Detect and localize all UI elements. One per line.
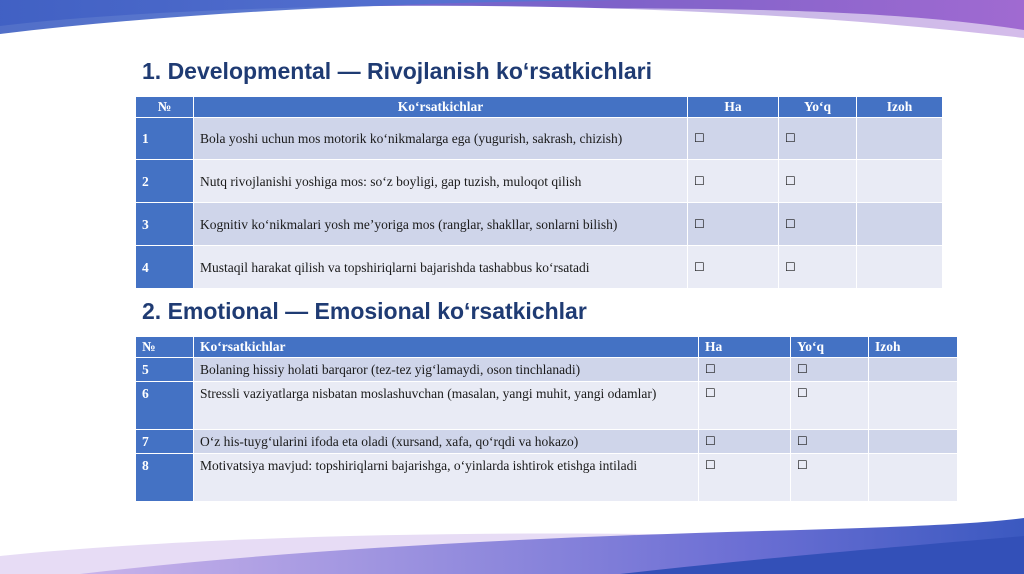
yes-checkbox[interactable]: ☐ [699, 382, 791, 430]
note-cell[interactable] [857, 160, 943, 203]
no-checkbox[interactable]: ☐ [779, 203, 857, 246]
note-cell[interactable] [857, 118, 943, 160]
yes-checkbox[interactable]: ☐ [688, 246, 779, 289]
table-header-row [136, 337, 958, 358]
no-checkbox[interactable]: ☐ [791, 430, 869, 454]
header-indicator: Ko‘rsatkichlar [194, 337, 699, 358]
header-yes: Ha [688, 97, 779, 118]
row-number: 7 [136, 430, 194, 454]
indicator-text: Nutq rivojlanishi yoshiga mos: so‘z boyligi, gap tuzish, muloqot qilish [194, 160, 688, 203]
table-row [136, 246, 943, 289]
header-note: Izoh [857, 97, 943, 118]
indicator-text: O‘z his-tuyg‘ularini ifoda eta oladi (xursand, xafa, qo‘rqdi va hokazo) [194, 430, 699, 454]
indicator-text: Stressli vaziyatlarga nisbatan moslashuvchan (masalan, yangi muhit, yangi odamlar) [194, 382, 699, 430]
row-number: 5 [136, 358, 194, 382]
section2-title: 2. Emotional — Emosional ko‘rsatkichlar [142, 298, 587, 324]
header-num: № [136, 97, 194, 118]
indicator-text: Motivatsiya mavjud: topshiriqlarni bajarishga, o‘yinlarda ishtirok etishga intiladi [194, 454, 699, 502]
row-number: 3 [136, 203, 194, 246]
table-header-row [136, 97, 943, 118]
note-cell[interactable] [869, 358, 958, 382]
row-number: 2 [136, 160, 194, 203]
table-row [136, 430, 958, 454]
indicator-text: Bola yoshi uchun mos motorik ko‘nikmalarga ega (yugurish, sakrash, chizish) [194, 118, 688, 160]
note-cell[interactable] [869, 430, 958, 454]
table-row [136, 382, 958, 430]
header-num: № [136, 337, 194, 358]
developmental-table [135, 96, 943, 289]
row-number: 4 [136, 246, 194, 289]
note-cell[interactable] [869, 454, 958, 502]
header-yes: Ha [699, 337, 791, 358]
header-note: Izoh [869, 337, 958, 358]
no-checkbox[interactable]: ☐ [779, 160, 857, 203]
note-cell[interactable] [869, 382, 958, 430]
indicator-text: Mustaqil harakat qilish va topshiriqlarni bajarishda tashabbus ko‘rsatadi [194, 246, 688, 289]
note-cell[interactable] [857, 246, 943, 289]
yes-checkbox[interactable]: ☐ [688, 160, 779, 203]
no-checkbox[interactable]: ☐ [779, 246, 857, 289]
header-no: Yo‘q [791, 337, 869, 358]
indicator-text: Kognitiv ko‘nikmalari yosh me’yoriga mos (ranglar, shakllar, sonlarni bilish) [194, 203, 688, 246]
header-indicator: Ko‘rsatkichlar [194, 97, 688, 118]
emotional-table [135, 336, 958, 502]
section1-title: 1. Developmental — Rivojlanish ko‘rsatkichlari [142, 58, 653, 84]
row-number: 1 [136, 118, 194, 160]
yes-checkbox[interactable]: ☐ [699, 454, 791, 502]
table-row [136, 118, 943, 160]
header-no: Yo‘q [779, 97, 857, 118]
table-row [136, 160, 943, 203]
no-checkbox[interactable]: ☐ [791, 382, 869, 430]
row-number: 8 [136, 454, 194, 502]
yes-checkbox[interactable]: ☐ [699, 430, 791, 454]
yes-checkbox[interactable]: ☐ [688, 203, 779, 246]
no-checkbox[interactable]: ☐ [779, 118, 857, 160]
row-number: 6 [136, 382, 194, 430]
no-checkbox[interactable]: ☐ [791, 454, 869, 502]
table-row [136, 358, 958, 382]
table-row [136, 454, 958, 502]
indicator-text: Bolaning hissiy holati barqaror (tez-tez yig‘lamaydi, oson tinchlanadi) [194, 358, 699, 382]
note-cell[interactable] [857, 203, 943, 246]
no-checkbox[interactable]: ☐ [791, 358, 869, 382]
yes-checkbox[interactable]: ☐ [688, 118, 779, 160]
yes-checkbox[interactable]: ☐ [699, 358, 791, 382]
table-row [136, 203, 943, 246]
